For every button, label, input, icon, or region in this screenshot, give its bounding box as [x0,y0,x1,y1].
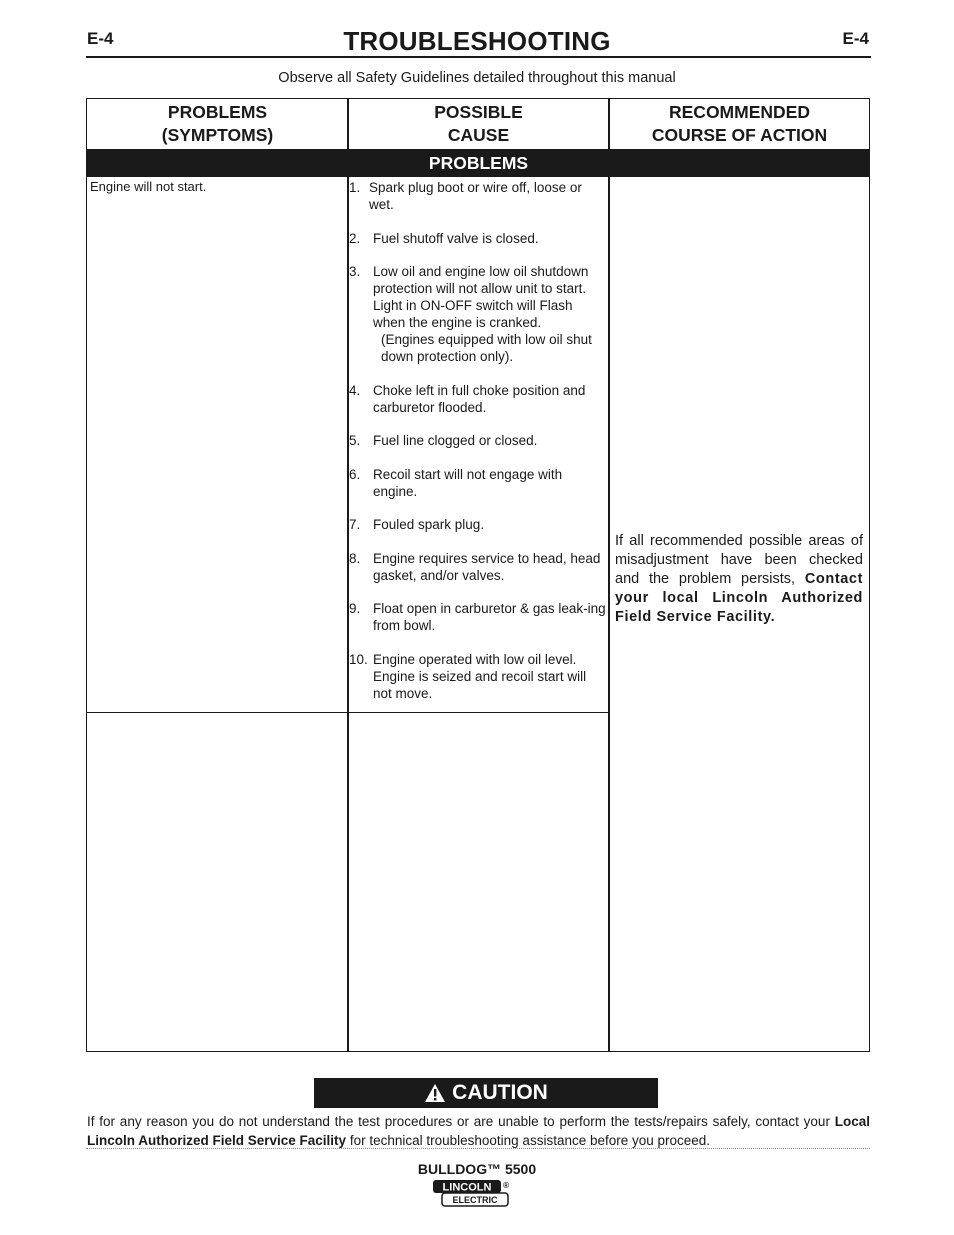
header-rule [86,56,871,58]
list-item [349,382,607,416]
recommended-action [615,532,863,627]
list-item [349,516,607,533]
cause-number: 1. [349,180,361,195]
cause-text: Spark plug boot or wire off, loose or wet. [369,180,582,212]
safety-note: Observe all Safety Guidelines detailed throughout this manual [278,70,676,86]
caution-label: CAUTION [452,1081,548,1104]
caution-text [87,1112,870,1150]
section-label: PROBLEMS [428,153,529,173]
cause-note: (Engines equipped with low oil shut down protection only). [381,332,592,364]
lincoln-electric-logo [432,1179,510,1207]
cause-list [349,179,607,718]
column-header-line: RECOMMENDED [669,102,810,122]
caution-text-bold: Local Lincoln Authorized Field Service Facility [87,1114,870,1148]
page-title: TROUBLESHOOTING [343,26,611,56]
column-header-line: CAUSE [447,125,510,145]
cause-number: 9. [349,601,361,616]
column-header-cause [348,99,609,149]
cause-text: Fuel shutoff valve is closed. [373,230,539,246]
list-item [349,600,607,634]
cause-text: Fouled spark plug. [373,517,485,532]
column-header-action [609,99,870,149]
action-contact-text: Contact your local Lincoln Authorized Field Service Facility. [615,571,863,625]
cause-number: 7. [349,517,361,532]
dotted-divider [86,1148,870,1149]
list-item [349,550,607,584]
column-header-line: POSSIBLE [434,102,523,122]
symptom-text: Engine will not start. [90,179,207,194]
list-item [349,263,607,365]
model-name: BULLDOG™ 5500 [417,1161,537,1177]
row-divider [87,712,609,713]
column-header-problems [87,99,348,149]
list-item [349,179,607,213]
column-header-line: PROBLEMS [167,102,268,122]
cause-number: 10. [349,651,368,667]
cause-number: 5. [349,433,361,448]
logo-registered-mark: ® [503,1181,509,1190]
cause-text: Choke left in full choke position and carburetor flooded. [373,382,586,415]
cause-text: Float open in carburetor & gas leak-ing from bowl. [373,601,606,633]
cause-number: 6. [349,466,361,482]
cause-text: Engine operated with low oil level. Engine is seized and recoil start will not move. [373,651,587,701]
list-item [349,432,607,449]
cause-number: 3. [349,264,361,279]
page-number-left: E-4 [87,29,114,48]
caution-text-post: for technical troubleshooting assistance before you proceed. [349,1133,711,1148]
troubleshooting-table [86,98,870,1052]
caution-banner [314,1078,658,1108]
cause-text: Recoil start will not engage with engine. [373,466,563,499]
cause-number: 4. [349,382,361,398]
list-item [349,230,607,247]
list-item [349,651,607,702]
logo-bottom-text: ELECTRIC [452,1195,498,1205]
list-item [349,466,607,500]
column-header-line: COURSE OF ACTION [651,125,828,145]
caution-text-pre: If for any reason you do not understand the test procedures or are unable to perform the tests/repairs safely, contact your [87,1114,830,1129]
action-text: If all recommended possible areas of misadjustment have been checked and the problem persists, [615,533,863,587]
logo-top-text: LINCOLN [442,1181,492,1194]
column-header-line: (SYMPTOMS) [161,125,274,145]
page-number-right: E-4 [842,29,869,48]
cause-text: Fuel line clogged or closed. [373,433,538,448]
cause-text: Engine requires service to head, head gasket, and/or valves. [373,550,601,583]
column-divider [608,99,610,1051]
cause-text: Low oil and engine low oil shutdown protection will not allow unit to start. Light in ON-OFF switch will Flash when the engine is cranked. [373,264,589,330]
cause-number: 8. [349,550,361,566]
cause-number: 2. [349,230,361,246]
warning-triangle-icon [424,1083,446,1103]
